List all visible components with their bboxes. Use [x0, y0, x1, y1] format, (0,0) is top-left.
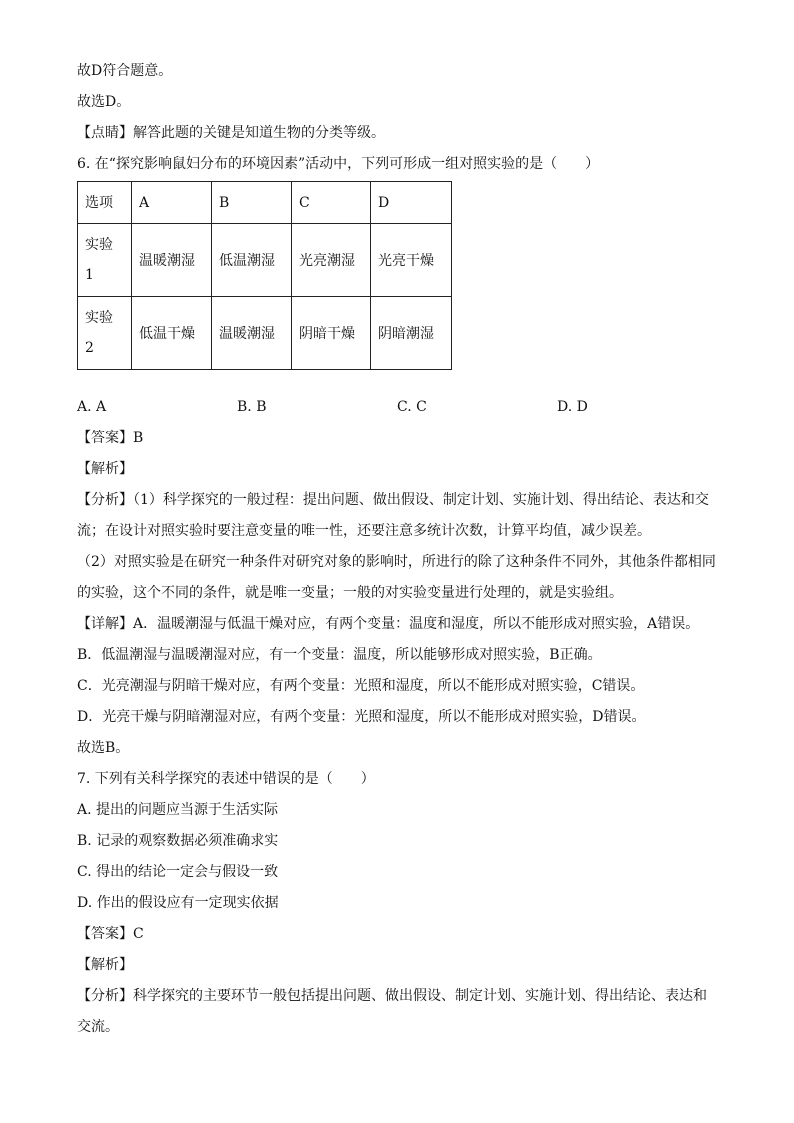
- table-header-row: [78, 182, 452, 224]
- q7-option-d: D. 作出的假设应有一定现实依据: [77, 895, 279, 911]
- q6-analysis-title: 【解析】: [77, 461, 133, 477]
- row-label: 实验 2: [78, 297, 132, 370]
- q7-answer: 【答案】C: [77, 926, 144, 942]
- table-header-cell: C: [292, 182, 371, 224]
- table-cell: 低温潮湿: [212, 224, 292, 297]
- q6-detail-b: B．低温潮湿与温暖潮湿对应，有一个变量：温度，所以能够形成对照实验，B正确。: [77, 647, 602, 663]
- prev-tip: 【点睛】解答此题的关键是知道生物的分类等级。: [77, 125, 385, 141]
- choice-b: B. B: [237, 399, 267, 415]
- q6-answer: 【答案】B: [77, 430, 144, 446]
- choice-d: D. D: [557, 399, 588, 415]
- table-cell: 温暖潮湿: [132, 224, 212, 297]
- q6-detail-d: D．光亮干燥与阴暗潮湿对应，有两个变量：光照和湿度，所以不能形成对照实验，D错误。: [77, 709, 646, 725]
- q6-stem: 6. 在“探究影响鼠妇分布的环境因素”活动中，下列可形成一组对照实验的是（ ）: [77, 156, 600, 172]
- table-cell: 光亮潮湿: [292, 224, 371, 297]
- q7-analysis: 【分析】科学探究的主要环节一般包括提出问题、做出假设、制定计划、实施计划、得出结论、表达和交流。: [77, 988, 707, 1035]
- q6-detail-c: C．光亮潮湿与阴暗干燥对应，有两个变量：光照和湿度，所以不能形成对照实验，C错误。: [77, 678, 645, 694]
- q7-option-c: C. 得出的结论一定会与假设一致: [77, 864, 279, 880]
- q6-analysis-2: （2）对照实验是在研究一种条件对研究对象的影响时，所进行的除了这种条件不同外，其他条件都相同的实验，这个不同的条件，就是唯一变量；一般的对实验变量进行处理的，就是实验组。: [77, 554, 716, 601]
- q7-option-b: B. 记录的观察数据必须准确求实: [77, 833, 279, 849]
- table-cell: 阴暗潮湿: [371, 297, 452, 370]
- table-cell: 阴暗干燥: [292, 297, 371, 370]
- prev-choice: 故选D。: [77, 94, 131, 110]
- q6-options-table: [77, 181, 452, 370]
- choice-c: C. C: [397, 399, 427, 415]
- prev-conclusion: 故D符合题意。: [77, 63, 173, 79]
- q6-choices: [77, 392, 717, 423]
- q6-analysis-1: 【分析】（1）科学探究的一般过程：提出问题、做出假设、制定计划、实施计划、得出结论、表达和交流；在设计对照实验时要注意变量的唯一性，还要注意多统计次数，计算平均值，减少误差。: [77, 492, 709, 539]
- document-page: [77, 56, 717, 1043]
- table-cell: 温暖潮湿: [212, 297, 292, 370]
- table-row: [78, 224, 452, 297]
- table-cell: 光亮干燥: [371, 224, 452, 297]
- q7-stem: 7. 下列有关科学探究的表述中错误的是（ ）: [77, 771, 375, 787]
- table-header-cell: 选项: [78, 182, 132, 224]
- table-header-cell: B: [212, 182, 292, 224]
- choice-a: A. A: [77, 399, 107, 415]
- q6-final-choice: 故选B。: [77, 740, 130, 756]
- q7-option-a: A. 提出的问题应当源于生活实际: [77, 802, 279, 818]
- table-header-cell: A: [132, 182, 212, 224]
- table-cell: 低温干燥: [132, 297, 212, 370]
- table-header-cell: D: [371, 182, 452, 224]
- q6-detail-a: 【详解】A．温暖潮湿与低温干燥对应，有两个变量：温度和湿度，所以不能形成对照实验，A错误。: [77, 616, 700, 632]
- table-row: [78, 297, 452, 370]
- q7-analysis-title: 【解析】: [77, 957, 133, 973]
- row-label: 实验 1: [78, 224, 132, 297]
